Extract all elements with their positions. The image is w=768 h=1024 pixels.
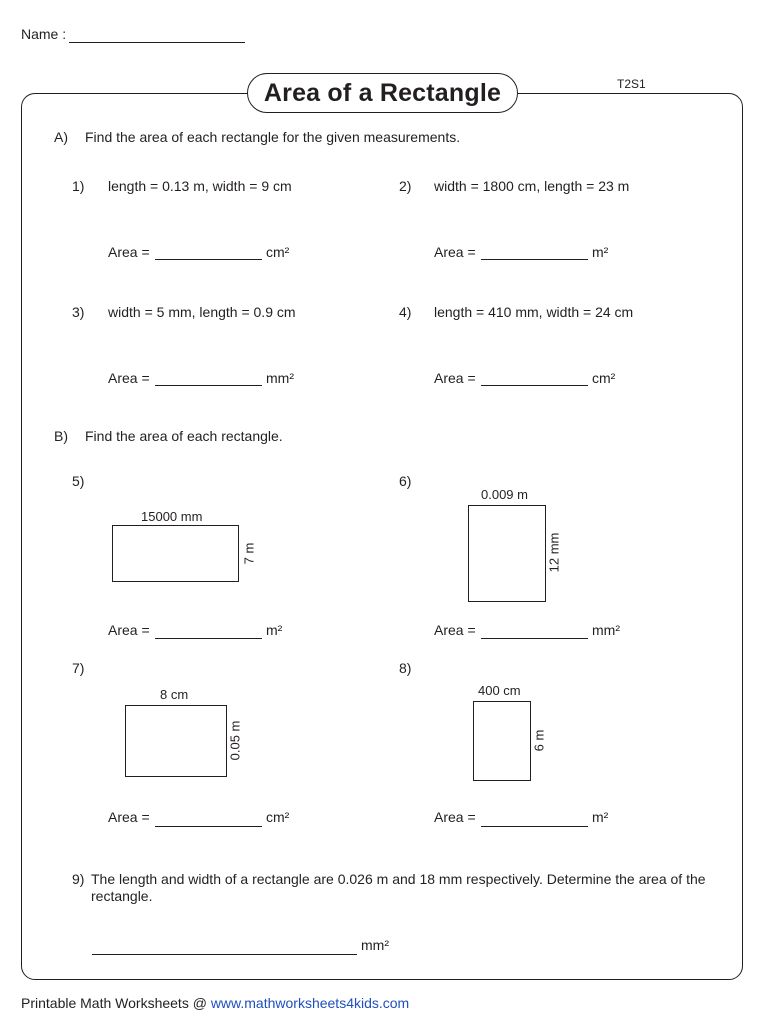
problem-number: 8) — [399, 660, 412, 676]
answer-blank[interactable] — [481, 826, 588, 827]
unit-label: cm² — [266, 809, 290, 825]
rect-side-label: 12 mm — [546, 532, 562, 573]
title-pill — [247, 73, 518, 113]
unit-label: m² — [592, 809, 609, 825]
area-label: Area = — [434, 622, 476, 638]
problem-number: 2) — [399, 178, 412, 194]
problem-text: length = 0.13 m, width = 9 cm — [108, 178, 292, 194]
rect-side-label: 6 m — [531, 729, 547, 752]
unit-label: mm² — [266, 370, 294, 386]
answer-blank[interactable] — [92, 954, 357, 955]
rect-top-label: 0.009 m — [481, 487, 528, 502]
worksheet-code: T2S1 — [617, 77, 646, 91]
rect-top-label: 8 cm — [160, 687, 189, 702]
rect-side-label: 0.05 m — [227, 720, 243, 761]
problem-number: 3) — [72, 304, 85, 320]
answer-blank[interactable] — [155, 826, 262, 827]
answer-blank[interactable] — [481, 638, 588, 639]
problem-number: 7) — [72, 660, 85, 676]
unit-label: m² — [266, 622, 283, 638]
answer-blank[interactable] — [155, 259, 262, 260]
footer-text: Printable Math Worksheets @ — [21, 995, 211, 1011]
word-problem-line-1: The length and width of a rectangle are 0.026 m and 18 mm respectively. Determine the area of the — [91, 871, 706, 887]
footer-link[interactable]: www.mathworksheets4kids.com — [210, 995, 410, 1011]
answer-blank[interactable] — [155, 385, 262, 386]
answer-blank[interactable] — [481, 259, 588, 260]
unit-label: mm² — [361, 937, 389, 953]
problem-number: 4) — [399, 304, 412, 320]
area-label: Area = — [108, 244, 150, 260]
rect-top-label: 400 cm — [478, 683, 521, 698]
unit-label: mm² — [592, 622, 620, 638]
problem-number: 6) — [399, 473, 412, 489]
rectangle-figure — [468, 505, 546, 602]
problem-text: length = 410 mm, width = 24 cm — [434, 304, 634, 320]
area-label: Area = — [434, 244, 476, 260]
problem-number: 1) — [72, 178, 85, 194]
area-label: Area = — [434, 809, 476, 825]
area-label: Area = — [108, 809, 150, 825]
footer — [21, 995, 409, 1011]
problem-text: width = 5 mm, length = 0.9 cm — [108, 304, 296, 320]
rectangle-figure — [125, 705, 227, 777]
rect-side-label: 7 m — [241, 542, 257, 565]
unit-label: m² — [592, 244, 609, 260]
section-b-instruction: Find the area of each rectangle. — [85, 428, 283, 444]
answer-blank[interactable] — [155, 638, 262, 639]
name-input-line[interactable] — [69, 42, 245, 43]
problem-number: 5) — [72, 473, 85, 489]
area-label: Area = — [108, 622, 150, 638]
area-label: Area = — [108, 370, 150, 386]
rectangle-figure — [112, 525, 239, 582]
unit-label: cm² — [592, 370, 616, 386]
word-problem-line-2: rectangle. — [91, 888, 153, 904]
section-a-letter: A) — [54, 129, 68, 145]
rectangle-figure — [473, 701, 531, 781]
section-b-letter: B) — [54, 428, 68, 444]
problem-number: 9) — [72, 871, 85, 887]
unit-label: cm² — [266, 244, 290, 260]
name-label: Name : — [21, 26, 67, 42]
answer-blank[interactable] — [481, 385, 588, 386]
page-title: Area of a Rectangle — [263, 78, 502, 107]
rect-top-label: 15000 mm — [141, 509, 203, 524]
area-label: Area = — [434, 370, 476, 386]
section-a-instruction: Find the area of each rectangle for the given measurements. — [85, 129, 461, 145]
problem-text: width = 1800 cm, length = 23 m — [434, 178, 630, 194]
